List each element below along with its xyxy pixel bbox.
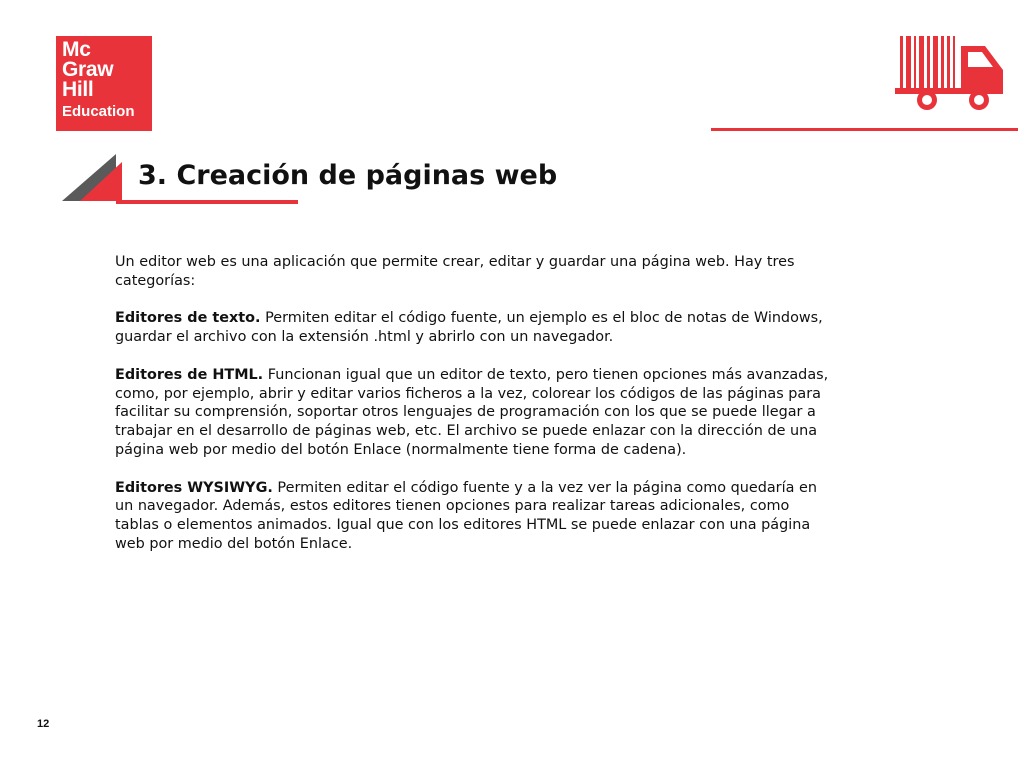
- category-description: Permiten editar el código fuente, un ejemplo es el bloc de notas de Windows, guardar el archivo con la extensión .html y abrirlo con un navegador.: [115, 310, 823, 346]
- page-number: 12: [37, 718, 50, 730]
- editor-category-html: [115, 366, 835, 460]
- header-divider: [711, 128, 1018, 131]
- logo-text-education: Education: [62, 103, 135, 120]
- logo-text-graw: Graw: [62, 58, 114, 81]
- logo-text-hill: Hill: [62, 78, 94, 101]
- slide-body: [115, 253, 835, 573]
- editor-category-text: [115, 309, 835, 347]
- editor-category-wysiwyg: [115, 479, 835, 554]
- category-term: Editores WYSIWYG.: [115, 479, 273, 496]
- logo-text-mc: Mc: [62, 38, 91, 61]
- category-description: Permiten editar el código fuente y a la vez ver la página como quedaría en un navegador. Además, estos editores tienen opciones para realizar tareas adicionales, como tablas o elementos animados. Igual que con los editores HTML se puede enlazar con una página web por medio del botón Enlace.: [115, 479, 817, 552]
- intro-paragraph: Un editor web es una aplicación que permite crear, editar y guardar una página web. Hay tres categorías:: [115, 254, 795, 289]
- mcgraw-hill-education-logo: [56, 36, 152, 131]
- slide-title: 3. Creación de páginas web: [138, 160, 558, 191]
- category-term: Editores de HTML.: [115, 366, 264, 383]
- category-term: Editores de texto.: [115, 310, 261, 327]
- delivery-truck-barcode-icon: [893, 34, 1005, 114]
- category-description: Funcionan igual que un editor de texto, pero tienen opciones más avanzadas, como, por ejemplo, abrir y editar varios ficheros a la vez, colorear los códigos de las páginas para facilitar su comprensión, soportar otros lenguajes de programación con los que se puede llegar a trabajar en el desarrollo de páginas web, etc. El archivo se puede enlazar con la dirección de una página web por medio del botón Enlace (normalmente tiene forma de cadena).: [115, 366, 829, 458]
